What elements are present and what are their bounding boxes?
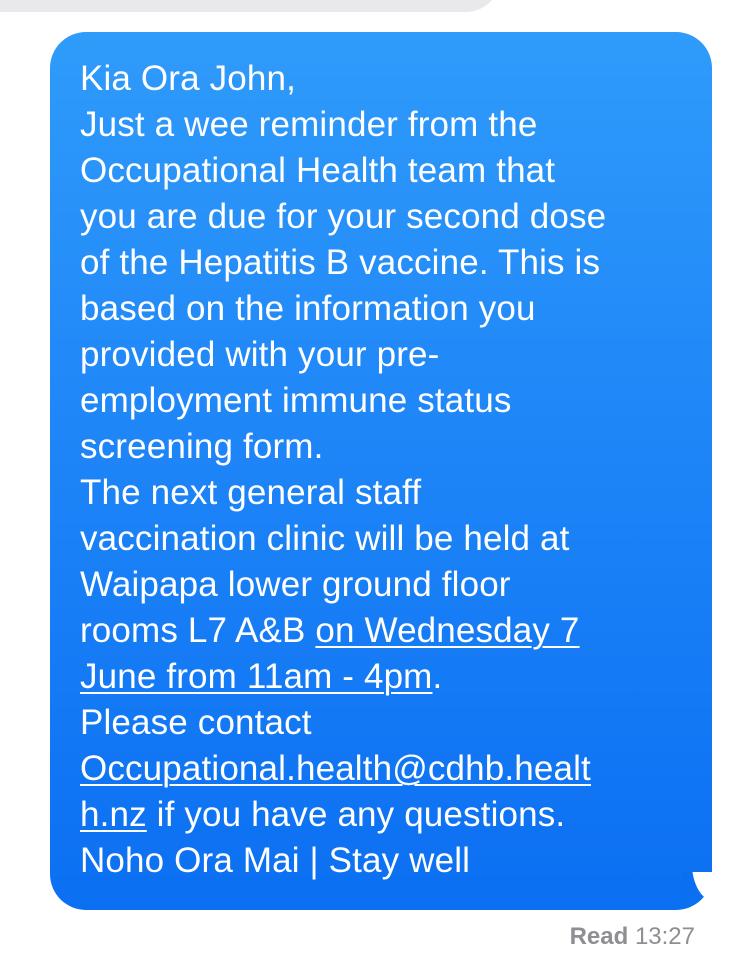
message-line: Kia Ora John,	[80, 59, 296, 98]
message-line: you are due for your second dose	[80, 197, 607, 236]
sent-message-bubble[interactable]	[50, 32, 712, 910]
message-line: employment immune status	[80, 381, 512, 420]
message-line: provided with your pre-	[80, 335, 440, 374]
email-link-continued[interactable]: h.nz	[80, 795, 147, 834]
message-line-date	[80, 654, 688, 700]
date-link-continued[interactable]: June from 11am - 4pm	[80, 657, 433, 696]
message-line-email	[80, 746, 688, 792]
date-link[interactable]: on Wednesday 7	[315, 611, 580, 650]
message-signoff: Noho Ora Mai | Stay well	[80, 841, 471, 880]
message-line: of the Hepatitis B vaccine. This is	[80, 243, 601, 282]
email-suffix: if you have any questions.	[146, 795, 566, 834]
message-line-email-continued	[80, 792, 688, 838]
read-receipt	[570, 922, 695, 952]
date-suffix: .	[432, 657, 443, 696]
message-line-contact: Please contact	[80, 703, 312, 742]
message-line: Occupational Health team that	[80, 151, 556, 190]
location-text: rooms L7 A&B	[80, 611, 316, 650]
message-line: vaccination clinic will be held at	[80, 519, 570, 558]
message-line: Waipapa lower ground floor	[80, 565, 511, 604]
bubble-tail	[682, 872, 712, 910]
read-status: Read	[569, 923, 629, 950]
read-time: 13:27	[634, 923, 695, 950]
message-line: screening form.	[80, 427, 324, 466]
message-line: based on the information you	[80, 289, 536, 328]
message-line: Just a wee reminder from the	[80, 105, 538, 144]
message-line: The next general staff	[80, 473, 422, 512]
previous-message-bubble[interactable]	[0, 0, 500, 12]
message-line-location	[80, 608, 688, 654]
email-link[interactable]: Occupational.health@cdhb.healt	[80, 749, 591, 788]
